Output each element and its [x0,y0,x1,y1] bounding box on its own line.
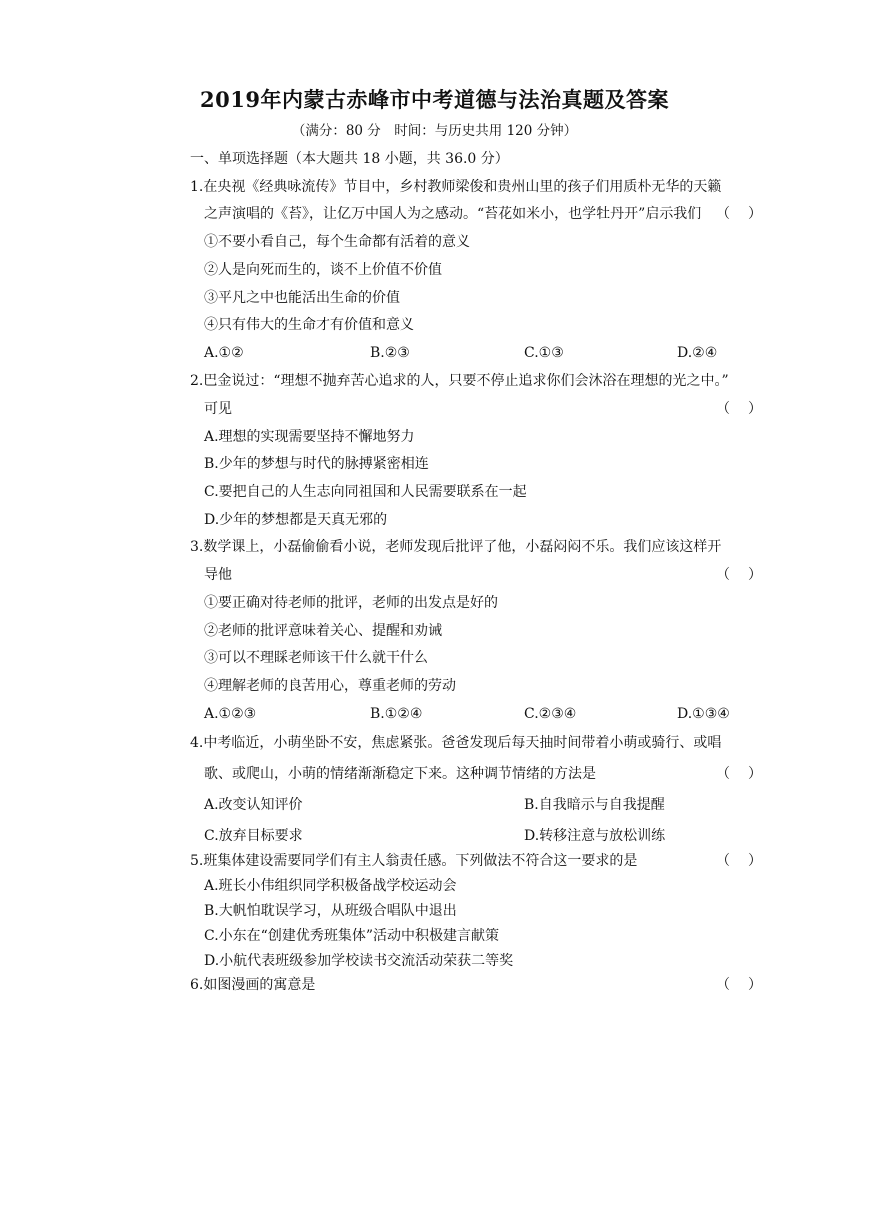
option-a[interactable]: A.班长小伟组织同学积极备战学校运动会 [204,878,457,894]
statement-item: ④只有伟大的生命才有价值和意义 [204,317,414,333]
exam-info: （满分：80 分 时间：与历史共用 120 分钟） [291,123,578,139]
option-c[interactable]: C.放弃目标要求 [204,828,303,844]
option-b[interactable]: B.自我暗示与自我提醒 [524,797,665,813]
question-stem: 1.在央视《经典咏流传》节目中，乡村教师梁俊和贵州山里的孩子们用质朴无华的天籁 [190,179,722,195]
answer-parentheses[interactable]: （ ） [716,206,762,222]
question-stem: 3.数学课上，小磊偷偷看小说，老师发现后批评了他，小磊闷闷不乐。我们应该这样开 [190,539,722,555]
option-d[interactable]: D.小航代表班级参加学校读书交流活动荣获二等奖 [204,953,514,969]
option-a[interactable]: A.①②③ [204,706,257,722]
answer-parentheses[interactable]: （ ） [716,567,762,583]
answer-parentheses[interactable]: （ ） [716,853,762,869]
statement-item: ①不要小看自己，每个生命都有活着的意义 [204,234,470,250]
statement-item: ④理解老师的良苦用心，尊重老师的劳动 [204,678,456,694]
statement-item: ③可以不理睬老师该干什么就干什么 [204,650,428,666]
question-stem: 歌、或爬山，小萌的情绪渐渐稳定下来。这种调节情绪的方法是 [204,766,596,782]
option-a[interactable]: A.改变认知评价 [204,797,303,813]
statement-item: ③平凡之中也能活出生命的价值 [204,290,400,306]
statement-item: ①要正确对待老师的批评，老师的出发点是好的 [204,595,498,611]
option-b[interactable]: B.少年的梦想与时代的脉搏紧密相连 [204,456,429,472]
question-stem: 2.巴金说过：“理想不抛弃苦心追求的人，只要不停止追求你们会沐浴在理想的光之中。” [190,373,729,389]
statement-item: ②人是向死而生的，谈不上价值不价值 [204,262,442,278]
option-c[interactable]: C.①③ [524,345,564,361]
option-d[interactable]: D.②④ [677,345,718,361]
option-a[interactable]: A.理想的实现需要坚持不懈地努力 [204,429,415,445]
answer-parentheses[interactable]: （ ） [716,766,762,782]
statement-item: ②老师的批评意味着关心、提醒和劝诫 [204,623,442,639]
question-stem: 6.如图漫画的寓意是 [190,977,316,993]
option-d[interactable]: D.少年的梦想都是天真无邪的 [204,512,388,528]
question-stem: 4.中考临近，小萌坐卧不安，焦虑紧张。爸爸发现后每天抽时间带着小萌或骑行、或唱 [190,735,722,751]
option-c[interactable]: C.②③④ [524,706,577,722]
question-stem: 可见 [204,401,232,417]
answer-parentheses[interactable]: （ ） [716,977,762,993]
page-title: 2019年内蒙古赤峰市中考道德与法治真题及答案 [200,87,669,112]
option-c[interactable]: C.小东在“创建优秀班集体”活动中积极建言献策 [204,928,499,944]
option-b[interactable]: B.①②④ [370,706,423,722]
question-stem: 之声演唱的《苔》，让亿万中国人为之感动。“苔花如米小，也学牡丹开”启示我们 [204,206,702,222]
answer-parentheses[interactable]: （ ） [716,401,762,417]
option-d[interactable]: D.转移注意与放松训练 [524,828,666,844]
option-b[interactable]: B.②③ [370,345,410,361]
question-stem: 5.班集体建设需要同学们有主人翁责任感。下列做法不符合这一要求的是 [190,853,638,869]
option-c[interactable]: C.要把自己的人生志向同祖国和人民需要联系在一起 [204,484,527,500]
option-d[interactable]: D.①③④ [677,706,730,722]
option-b[interactable]: B.大帆怕耽误学习，从班级合唱队中退出 [204,903,457,919]
option-a[interactable]: A.①② [204,345,244,361]
question-stem: 导他 [204,567,232,583]
section-heading: 一、单项选择题（本大题共 18 小题，共 36.0 分） [190,151,509,167]
